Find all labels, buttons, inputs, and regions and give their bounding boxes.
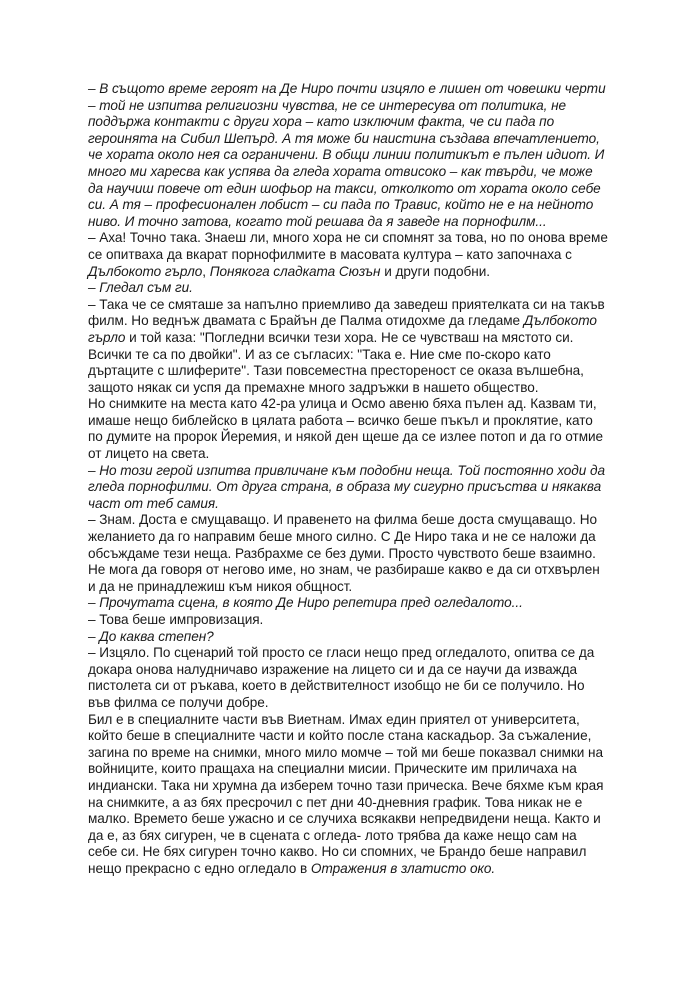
answer-paragraph bbox=[88, 712, 608, 878]
text-run: Бил е в специалните части във Виетнам. Имах един приятел от университета, който беше в специалните части и който после стана каскадьор. За съжаление, загина по време на снимки, много мило момче – той ми беше показвал снимки на войниците, които пращаха на специални мисии. Прическите им приличаха на индиански. Така ни хрумна да изберем точно тази прическа. Вече бяхме към края на снимките, а аз бях пресрочил с пет дни 40-дневния график. Това никак не е малко. Времето беше ужасно и се случиха всякакви непредвидени неща. Както и да е, аз бях сигурен, че в сцената с оглeда- лото трябва да каже нещо сам на себе си. Не бях сигурен точно какво. Но си спомних, че Брандо беше направил нещо прекрасно с едно огледало в bbox=[88, 711, 604, 876]
text-run: – До каква степен? bbox=[88, 628, 214, 644]
text-run: , bbox=[202, 263, 210, 279]
answer-paragraph bbox=[88, 230, 608, 280]
text-run: – Но този герой изпитва привличане към подобни неща. Той постоянно ходи да гледа порнофилми. От друга страна, в образа му сигурно присъства и някаква част от теб самия. bbox=[88, 462, 605, 511]
question-paragraph bbox=[88, 463, 608, 513]
text-run: – Аха! Точно така. Знаеш ли, много хора не си спомнят за това, но по онова време се опитваха да вкарат порнофилмите в масовата култура – като започнаха с bbox=[88, 230, 608, 262]
text-run: и той каза: "Погледни всички тези хора. Не се чувстваш на мястото си. Всички те са по двойки". И аз се съгласих: "Така е. Ние сме по-скоро като дъртаците с шлиферите". Тази повсеместна престореност се оказа вълшебна, защото някак си успя да премахне много задръжки в нашето общество. bbox=[88, 329, 584, 395]
film-title: Дълбокото гърло bbox=[88, 263, 203, 279]
text-run: – В същото време героят на Де Ниро почти изцяло е лишен от човешки черти – той не изпитва религиозни чувства, не се интересува от политика, не поддържа контакти с други хора – като изключим факта, че си пада по героинята на Сибил Шепърд. А тя може би наистина създава впечатлението, че хората около нея са ограничени. В общи линии политикът е пълен идиот. И много ми харесва как успява да гледа хората отвисоко – как твърди, че може да научиш повече от един шофьор на такси, отколкото от хората около себе си. А тя – професионален лобист – си пада по Травис, който не е на нейното ниво. И точно затова, когато той решава да я заведе на порнофилм... bbox=[88, 81, 606, 229]
question-paragraph bbox=[88, 629, 608, 646]
answer-paragraph bbox=[88, 512, 608, 595]
text-run: – Прочутата сцена, в която Де Ниро репетира пред огледалото... bbox=[88, 595, 523, 611]
question-paragraph bbox=[88, 280, 608, 297]
question-paragraph bbox=[88, 595, 608, 612]
answer-paragraph bbox=[88, 297, 608, 397]
text-run: – Така че се смяташе за напълно приемливо да заведеш приятелката си на такъв филм. Но веднъж двамата с Брайън де Палма отидохме да гледаме bbox=[88, 296, 605, 329]
text-run: – Изцяло. По сценарий той просто се гласи нещо пред огледалото, опитва се да докара онова налудничаво изражение на лицето си и да се научи да изважда пистолета си от ръкава, което в действителност изобщо не би се получило. Но във филма се получи добре. bbox=[88, 645, 595, 710]
text-run: – Гледал съм ги. bbox=[88, 280, 193, 296]
answer-paragraph bbox=[88, 645, 608, 711]
question-paragraph bbox=[88, 81, 608, 230]
film-title: Понякога сладката Сюзън bbox=[209, 263, 381, 279]
text-run: и други подобни. bbox=[380, 263, 491, 279]
answer-paragraph bbox=[88, 612, 608, 629]
film-title: Отражения в златисто око. bbox=[310, 860, 496, 876]
film-title: Дълбокото гърло bbox=[88, 313, 597, 345]
text-run: – Това беше импровизация. bbox=[88, 612, 264, 627]
interview-text bbox=[88, 81, 608, 878]
text-run: – Знам. Доста е смущаващо. И правенето на филма беше доста смущаващо. Но желанието да го направим беше много силно. С Де Ниро така и не се наложи да обсъждаме тези неща. Разбрахме се без думи. Просто чувството беше взаимно. Не мога да говоря от негово име, но знам, че разбираше какво е да си отхвърлен и да не принадлежиш към никоя общност. bbox=[88, 512, 600, 594]
text-run: Но снимките на места като 42-ра улица и Осмо авеню бяха пълен ад. Казвам ти, имаше нещо библейско в цялата работа – всичко беше пъкъл и проклятие, като по думите на пророк Йеремия, и някой ден щеше да се излее потоп и да го отмие от лицето на света. bbox=[88, 396, 604, 462]
answer-paragraph bbox=[88, 396, 608, 462]
